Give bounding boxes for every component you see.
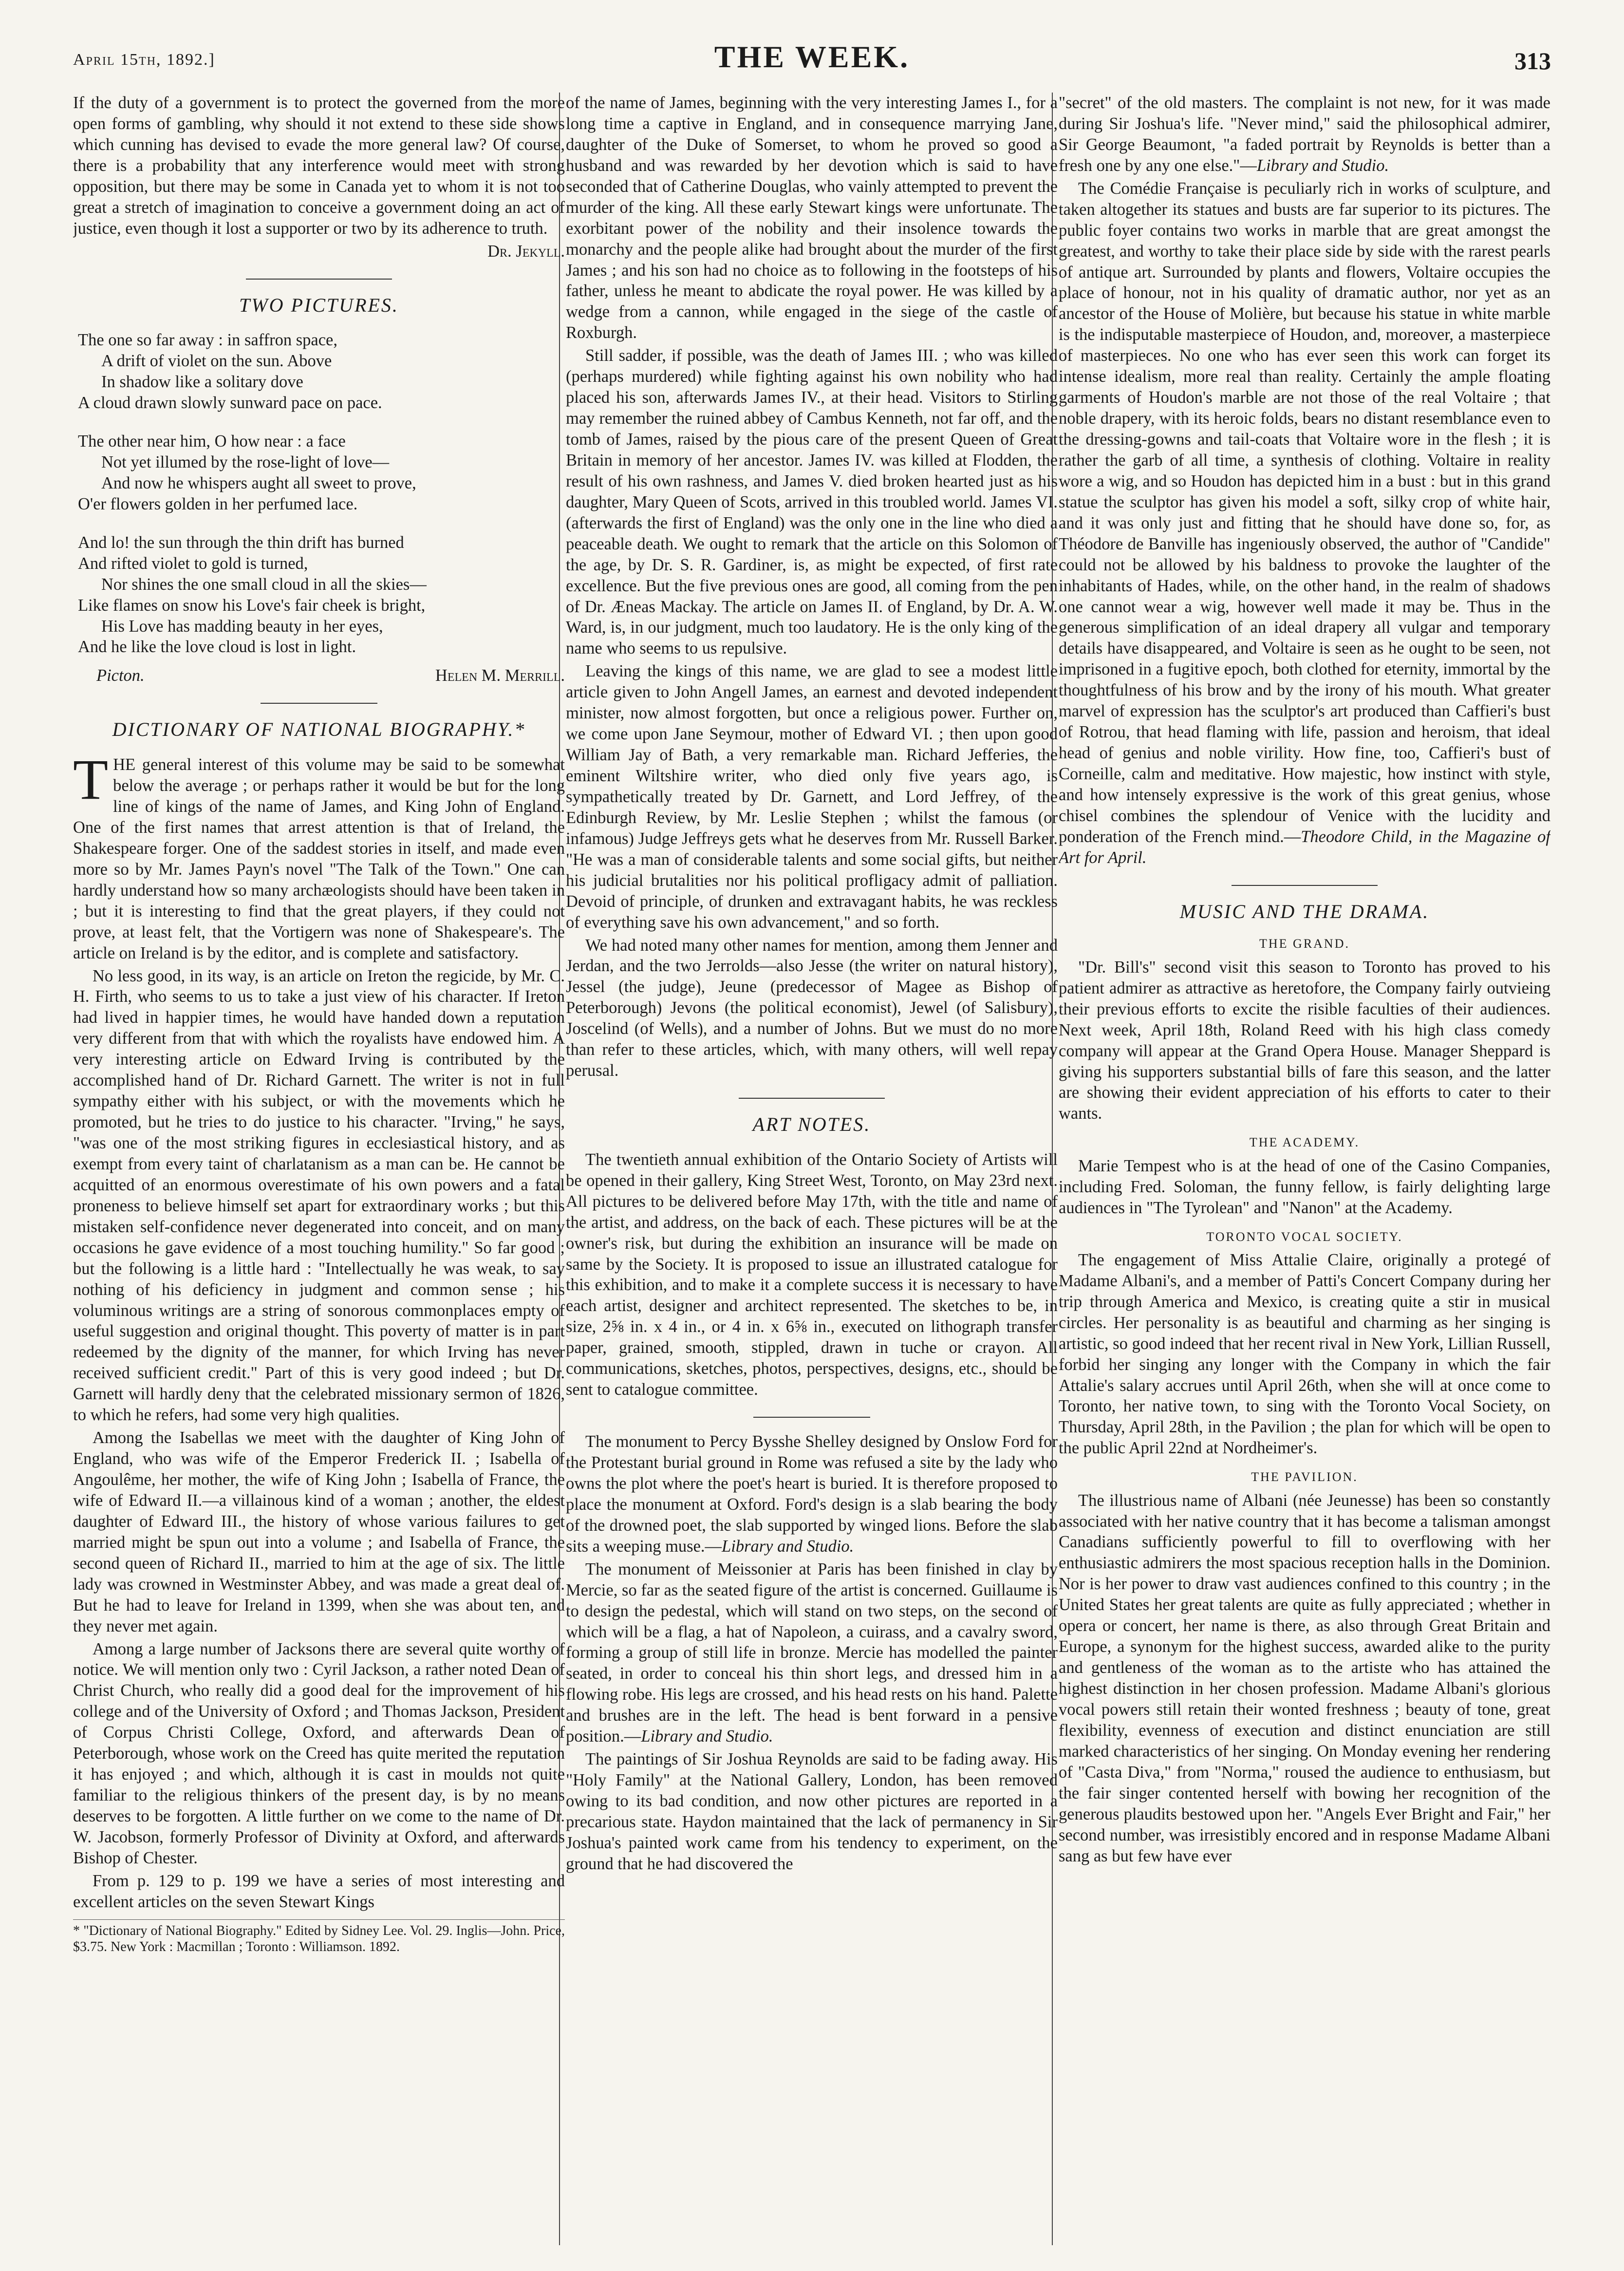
poem-line: Like flames on snow his Love's fair cheek is bright, (78, 596, 426, 615)
art-paragraph: The paintings of Sir Joshua Reynolds are said to be fading away. His "Holy Family" at the National Gallery, London, has been removed owing to its bad condition, and now other pictures are reported in a precarious state. Haydon maintained that the lack of permanency in Sir Joshua's painted work came from his tendency to experiment, on the ground that he had discovered the (566, 1750, 1058, 1873)
art-paragraph: The twentieth annual exhibition of the Ontario Society of Artists will be opened in their gallery, King Street West, Toronto, on May 23rd next. All pictures to be delivered before May 17th, with the title and name of the artist, and address, on the back of each. These pictures will be at the owner's risk, but during the exhibition an insurance will be made on same by the Society. It is proposed to issue an illustrated catalogue for this exhibition, and to make it a complete success it is necessary to have each artist, designer and architect represented. The sketches to be, in size, 2⅝ in. x 4 in., or 4 in. x 6⅝ in., executed on lithograph transfer paper, grained, smooth, stippled, drawn in tuche or crayon. All communications, sketches, photos, perspectives, designs, etc., should be sent to catalogue committee. (566, 1150, 1058, 1399)
dnb-paragraph: We had noted many other names for mention, among them Jenner and Jerdan, and the two Jerrolds—also Jesse (the writer on natural history), Jessel (the judge), Jeune (predecessor of Magee as Bishop of Peterborough) Jevons (the political economist), Jewel (of Salisbury), Joscelind (of Wells), and a number of Johns. But we must do no more than refer to these articles, which, with many others, will well repay perusal. (566, 936, 1058, 1080)
music-drama-title: MUSIC AND THE DRAMA. (1179, 900, 1430, 922)
section-divider (246, 279, 392, 280)
subsection-title-pavilion: THE PAVILION. (1251, 1470, 1358, 1484)
poem-line: His Love has madding beauty in her eyes, (101, 617, 383, 636)
music-paragraph: The illustrious name of Albani (née Jeunesse) has been so constantly associated with her native country that it has become a talisman amongst Canadians sufficiently powerful to fill to overflowing with her enthusiastic admirers the most spacious reception halls in the Dominion. Nor is her power to draw vast audiences confined to this country ; in the United States her great talents are quite as fully appreciated ; whether in opera or concert, her name is there, as also through Great Britain and Europe, a synonym for the highest success, awarded alike to the purity and gentleness of the woman as to the artiste who has attained the highest distinction in her chosen profession. Madame Albani's glorious vocal powers still retain their wonted freshness ; beauty of tone, great flexibility, evenness of execution and distinct enunciation are still marked characteristics of her singing. On Monday evening her rendering of "Casta Diva," from "Norma," roused the audience to enthusiasm, but the fair singer contented herself with bowing her recognition of the generous plaudits bestowed upon her. "Angels Ever Bright and Fair," her second number, was irresistibly encored and in response Madame Albani sang as but few have ever (1059, 1491, 1550, 1865)
page-header (73, 35, 1551, 89)
poem-line: And now he whispers aught all sweet to prove, (101, 473, 416, 492)
footnote: * "Dictionary of National Biography." Edited by Sidney Lee. Vol. 29. Inglis—John. Price, $3.75. New York : Macmillan ; Toronto : Williamson. 1892. (73, 1919, 565, 1955)
poem-line: And lo! the sun through the thin drift has burned (78, 533, 404, 552)
art-paragraph: The monument to Percy Bysshe Shelley designed by Onslow Ford for the Protestant burial ground in Rome was refused a site by the lady who owns the plot where the poet's heart is buried. It is therefore proposed to place the monument at Oxford. Ford's design is a slab bearing the body of the drowned poet, the slab supported by winged lions. Before the slab sits a weeping muse.—Library and Studio. (566, 1432, 1058, 1556)
poem-signature (73, 665, 565, 686)
dnb-paragraph: THE general interest of this volume may be said to be somewhat below the average ; or perhaps rather it would be but for the long line of kings of the name of James, and King John of England. One of the first names that arrest attention is that of Ireland, the Shakespeare forger. One of the saddest stories in itself, and made even more so by Mr. James Payn's novel "The Talk of the Town." One can hardly understand how so many archæologists should have been taken in ; but it is interesting to find that the great players, if they could not prove, at least felt, that the Vortigern was none of Shakespeare's. The article on Ireland is by the editor, and is complete and satisfactory. (73, 748, 565, 962)
music-paragraph: Marie Tempest who is at the head of one of the Casino Companies, including Fred. Soloman, the funny fellow, is fairly delighting large audiences in "The Tyrolean" and "Nanon" at the Academy. (1059, 1156, 1550, 1217)
citation: Library and Studio. (1256, 156, 1389, 175)
subsection-title-academy: THE ACADEMY. (1249, 1135, 1360, 1150)
section-divider (739, 1098, 885, 1099)
section-divider (261, 703, 377, 704)
issue-date: April 15th, 1892.] (73, 51, 215, 69)
poem-place: Picton. (96, 666, 145, 685)
dnb-paragraph: Leaving the kings of this name, we are glad to see a modest little article given to John Angell James, an earnest and devoted independent minister, now almost forgotten, but once a religious power. Further on, we come upon Jane Seymour, mother of Edward VI. ; then upon good William Jay of Bath, a very remarkable man. Richard Jefferies, the eminent Wiltshire writer, who died only five years ago, is sympathetically treated by Dr. Garnett, and Lord Jeffrey, of the Edinburgh Review, by Mr. Leslie Stephen ; whilst the famous (or infamous) Judge Jeffreys gets what he deserves from Mr. Russell Barker. "He was a man of considerable talents and some social gifts, but neither his judicial brutalities nor his political profligacy admit of palliation. Devoid of principle, of drunken and extravagant habits, he was reckless of everything save his own advancement," and so forth. (566, 662, 1058, 932)
citation: Theodore Child, in the Magazine of Art for April. (1059, 827, 1550, 867)
section-divider (753, 1417, 870, 1418)
poem-line: A cloud drawn slowly sunward pace on pace. (78, 394, 382, 413)
poem-line: And rifted violet to gold is turned, (78, 554, 308, 573)
intro-signature: Dr. Jekyll. (487, 242, 565, 261)
poem (78, 330, 565, 657)
dnb-paragraph: Among the Isabellas we meet with the daughter of King John of England, who was wife of the Emperor Frederick II. ; Isabella of Angoulême, her mother, the wife of King John ; Isabella of France, the wife of Edward II.—a villainous kind of a woman ; another, the eldest daughter of Edward III., the history of whose various failures to get married might be spun out into a volume ; and Isabella of France, the second queen of Richard II., married to him at the age of six. The little lady was crowned in Westminster Abbey, and was made a great deal of. But he had to leave for Ireland in 1399, when she was about ten, and they never met again. (73, 1428, 565, 1635)
poem-line: O'er flowers golden in her perfumed lace. (78, 494, 358, 513)
poem-line: In shadow like a solitary dove (101, 373, 303, 392)
poem-line: The one so far away : in saffron space, (78, 331, 337, 350)
dnb-paragraph: of the name of James, beginning with the very interesting James I., for a long time a captive in England, and in consequence marrying Jane, daughter of the Duke of Somerset, to whom he proved so good a husband and was rewarded by her devotion which is said to have seconded that of Catherine Douglas, who vainly attempted to prevent the murder of the king. All these early Stewart kings were unfortunate. The exorbitant power of the nobility and their insolence towards the monarchy and the people alike had brought about the murder of the first James ; and his son had no choice as to following in the footsteps of his father, unless he meant to abdicate the royal power. He was killed by a wedge from a cannon, while engaged in the siege of the castle of Roxburgh. (566, 94, 1058, 342)
art-notes-title: ART NOTES. (752, 1113, 871, 1136)
music-paragraph: The engagement of Miss Attalie Claire, originally a protegé of Madame Albani's, and a member of Patti's Concert Company during her trip through America and Mexico, is creating quite a stir in musical circles. Her personality is as beautiful and charming as her singing is artistic, so good indeed that her recent rival in New York, Lillian Russell, forbid her singing any longer with the Company in which the fair Attalie's salary accrues until April 26th, when she will at once come to Toronto, her native town, to sing with the Toronto Vocal Society, on Thursday, April 28th, in the Pavilion ; the plan for which will be open to the public April 22nd at Nordheimer's. (1059, 1250, 1550, 1458)
poem-line: Not yet illumed by the rose-light of love— (101, 452, 390, 471)
citation: Library and Studio. (641, 1727, 773, 1746)
dnb-paragraph: No less good, in its way, is an article on Ireton the regicide, by Mr. C. H. Firth, who seems to us to take a just view of his character. If Ireton had lived in happier times, he would have handed down a reputation very different from that with which the royalists have endowed him. A very interesting article on Edward Irving is contributed by the accomplished hand of Dr. Richard Garnett. The writer is not in full sympathy either with his subject, or with the movements which he promoted, but he tries to do justice to his character. "Irving," he says, "was one of the most striking figures in ecclesiastical history, and as exempt from every taint of charlatanism as a man can be. He cannot be acquitted of an enormous overestimate of his own powers and a fatal proneness to believe himself set apart for extraordinary works ; but this mistaken self-confidence never degenerated into conceit, and on many occasions he gave evidence of a most touching humility." So far good ; but the following is a little hard : "Intellectually he was weak, to say nothing of his deficiency in judgment and common sense ; his voluminous writings are a string of sonorous commonplaces empty of useful suggestion and original thought. This poverty of matter is in part redeemed by the dignity of the manner, for which Irving has never received sufficient credit." Part of this is very good indeed ; but Dr. Garnett will hardly deny that the celebrated missionary sermon of 1826, to which he refers, had some very high qualities. (73, 966, 565, 1425)
poem-stanza-2 (78, 431, 565, 515)
poem-author: Helen M. Merrill. (435, 666, 565, 685)
music-paragraph: "Dr. Bill's" second visit this season to Toronto has proved to his patient admirer as attractive as heretofore, the Company fairly outvieing their previous efforts to excite the risible faculties of their audiences. Next week, April 18th, Roland Reed with his high class comedy company will appear at the Grand Opera House. Manager Sheppard is giving his supporters substantial bills of fare this season, and the latter are showing their evident appreciation of his efforts to cater to their wants. (1059, 957, 1550, 1123)
subsection-title-vocal-society: TORONTO VOCAL SOCIETY. (1206, 1229, 1403, 1244)
poem-line: And he like the love cloud is lost in light. (78, 638, 356, 657)
poem-line: The other near him, O how near : a face (78, 432, 346, 451)
poem-line: Nor shines the one small cloud in all the skies— (101, 575, 427, 594)
drop-cap: T (73, 748, 109, 812)
subsection-title-grand: THE GRAND. (1259, 937, 1350, 951)
dnb-paragraph: Among a large number of Jacksons there are several quite worthy of notice. We will mention only two : Cyril Jackson, a rather noted Dean of Christ Church, who really did a good deal for the improvement of his college and of the University of Oxford ; and Thomas Jackson, President of Corpus Christi College, Oxford, and afterwards Dean of Peterborough, whose work on the Creed has quite merited the reputation it has enjoyed ; and which, although it is cast in moulds not quite familiar to the religious thinkers of the present day, is by no means deserves to be forgotten. A little further on we come to the name of Dr. W. Jacobson, formerly Professor of Divinity at Oxford, and afterwards Bishop of Chester. (73, 1639, 565, 1867)
masthead-title: THE WEEK. (714, 39, 910, 74)
poem-stanza-1 (78, 330, 565, 413)
poem-line: A drift of violet on the sun. Above (101, 352, 332, 371)
citation: Library and Studio. (722, 1537, 854, 1556)
column-2 (566, 93, 1058, 2235)
dnb-paragraph: From p. 129 to p. 199 we have a series of most interesting and excellent articles on the seven Stewart Kings (73, 1871, 565, 1911)
dnb-title: DICTIONARY OF NATIONAL BIOGRAPHY.* (112, 718, 526, 741)
poem-title: TWO PICTURES. (239, 294, 399, 316)
page-number: 313 (1514, 47, 1551, 75)
column-1 (73, 93, 565, 2235)
section-divider (1232, 885, 1378, 886)
poem-stanza-3 (78, 532, 565, 658)
dnb-paragraph: Still sadder, if possible, was the death of James III. ; who was killed (perhaps murdered) while fighting against his own nobility who had placed his son, afterwards James IV., at their head. Visitors to Stirling may remember the ruined abbey of Cambus Kenneth, not far off, and the tomb of James, raised by the pious care of the present Queen of Great Britain in memory of her ancestor. James IV. was killed at Flodden, the result of his own rashness, and James V. died broken hearted just as his daughter, Mary Queen of Scots, arrived in this troubled world. James VI. (afterwards the first of England) was the only one in the line who died a peaceable death. We ought to remark that the article on this Solomon of the age, by Dr. S. R. Gardiner, is, as might be expected, of first rate excellence. But the five previous ones are good, all coming from the pen of Dr. Æneas Mackay. The article on James II. of England, by Dr. A. W. Ward, is, in our judgment, much too laudatory. He is the only king of the name who seems to us repulsive. (566, 346, 1058, 658)
art-paragraph: The Comédie Française is peculiarly rich in works of sculpture, and taken altogether its statues and busts are far superior to its pictures. The public foyer contains two works in marble that are great amongst the greatest, and worthy to take their place side by side with the rarest pearls of antique art. Surrounded by plants and flowers, Voltaire occupies the place of honour, not in his quality of dramatic author, nor yet as an ancestor of the House of Molière, but because his statue in white marble is the indisputable masterpiece of Houdon, and, moreover, a masterpiece of masterpieces. No one who has ever seen this work can forget its intense idealism, more real than reality. Certainly the ample floating garments of Houdon's marble are not those of the real Voltaire ; that noble drapery, with its heroic folds, bears no distant resemblance even to the dressing-gowns and tail-coats that Voltaire wore in the flesh ; it is rather the garb of all time, a synthesis of clothing. Voltaire in reality wore a wig, and so Houdon has depicted him in a bust : but in this grand statue the sculptor has given his model a soft, silky crop of white hair, and it was only just and fitting that he should have done so, for, as Théodore de Banville has ingeniously observed, the author of "Candide" could not be allowed by his baldness to provoke the laughter of the inhabitants of Hades, while, on the other hand, in the realm of shadows one cannot wear a wig, however well made it may be. Thus in the generous simplification of an ideal drapery all vulgar and temporary details have disappeared, and Voltaire is seen as he ought to be seen, not imprisoned in a fugitive epoch, both clothed for eternity, immortal by the thoughtfulness of his brow and by the irony of his mouth. What greater marvel of expression has the sculptor's art produced than Caffieri's bust of Rotrou, that head flaming with life, passion and heroism, that ideal head of genius and noble virility. How fine, too, Caffieri's bust of Corneille, calm and meditative. How majestic, how instinct with style, and how intensely expressive is the work of this great genius, whose chisel combines the splendour of Venice with the lucidity and ponderation of the French mind.—Theodore Child, in the Magazine of Art for April. (1059, 179, 1550, 867)
column-3 (1059, 93, 1550, 2235)
art-paragraph: The monument of Meissonier at Paris has been finished in clay by Mercie, so far as the seated figure of the artist is concerned. Guillaume is to design the pedestal, which will stand on two steps, on the second of which will be a flag, a hat of Napoleon, a cuirass, and a cavalry sword, forming a group of still life in bronze. Mercie has modelled the painter seated, in order to conceal his thin short legs, and dressed him in a flowing robe. His legs are crossed, and his head rests on his hand. Palette and brushes are in the left. The head is bent forward in a pensive position.—Library and Studio. (566, 1559, 1058, 1746)
art-paragraph: "secret" of the old masters. The complaint is not new, for it was made during Sir Joshua's life. "Never mind," said the philosophical admirer, Sir George Beaumont, "a faded portrait by Reynolds is better than a fresh one by any one else."—Library and Studio. (1059, 94, 1550, 175)
intro-paragraph: If the duty of a government is to protect the governed from the more open forms of gambling, why should it not extend to these side shows which cunning has devised to evade the more general law? Of course, there is a probability that any interference would meet with strong opposition, but there may be some in Canada yet to whom it is not too great a stretch of imagination to conceive a government doing an act of justice, even though it lost a supporter or two by its adherence to truth. (73, 94, 565, 238)
